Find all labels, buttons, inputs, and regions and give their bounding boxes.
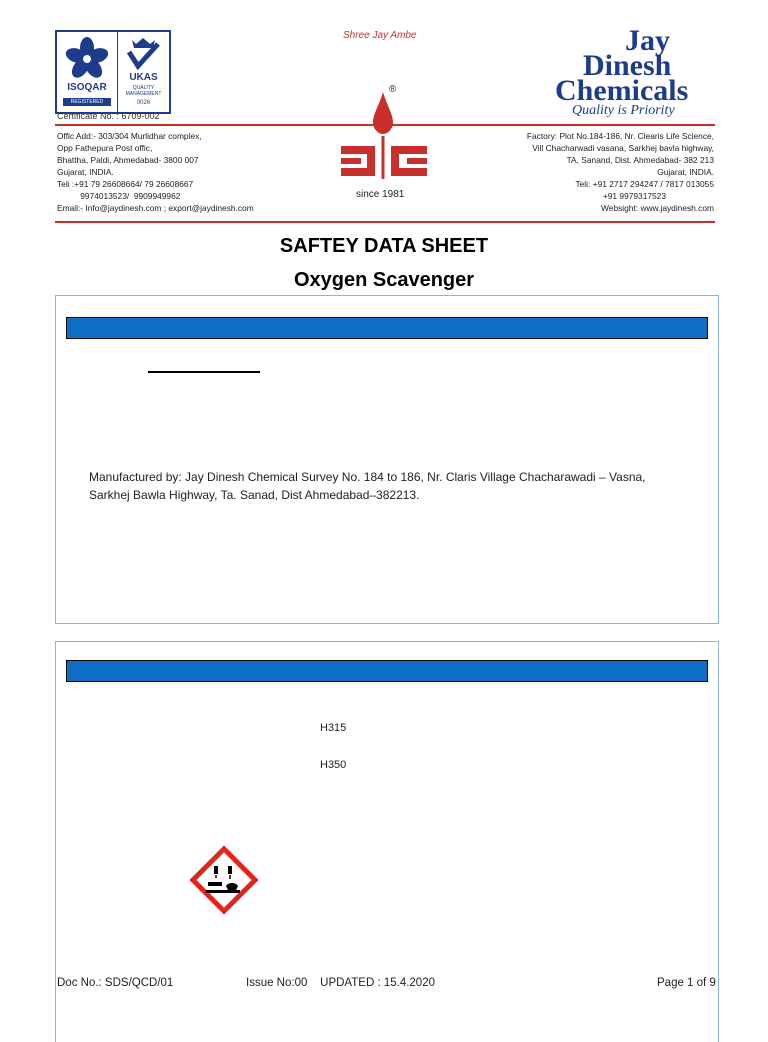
ukas-sublabel: QUALITY MANAGEMENT [125,85,162,97]
factory-line: Gujarat, INDIA. [657,167,714,177]
office-email: Email:- Info@jaydinesh.com ; export@jaydinesh.com [57,203,254,213]
office-line: Gujarat, INDIA. [57,167,114,177]
document-title: SAFTEY DATA SHEET [279,235,489,257]
manufacturer-text: Manufactured by: Jay Dinesh Chemical Survey No. 184 to 186, Nr. Claris Village Chacharawadi – Vasna, Sarkhej Bawla Highway, Ta. Sanad, Dist Ahmedabad–382213. [89,470,646,502]
ukas-number: 0026 [136,100,151,106]
drop-dc-logo-icon [335,84,435,188]
header-divider-bottom [55,221,715,223]
flower-icon [57,34,117,84]
registered-mark: ® [389,84,397,95]
office-line: Teli :+91 79 26608664/ 79 26608667 [57,179,194,189]
factory-line: +91 9979317523 [602,191,666,201]
document-subtitle: Oxygen Scavenger [293,269,475,291]
factory-address [450,130,714,214]
factory-line: TA, Sanand, Dist. Ahmedabad- 382 213 [566,155,714,165]
office-address [57,130,317,214]
hazard-code: H350 [320,759,347,771]
office-line: Bhattha, Paldi, Ahmedabad- 3800 007 [57,155,199,165]
office-line: Opp Fathepura Post offic, [57,143,153,153]
brand-line-2: Dinesh [583,49,672,82]
factory-line: Teli: +91 2717 294247 / 7817 013055 [575,179,714,189]
hazard-code: H315 [320,722,347,734]
section-2-header-bar [66,660,708,682]
since-label: since 1981 [356,189,405,200]
isoqar-logo [57,32,118,112]
tagline-top: Shree Jay Ambe [343,30,417,41]
certificate-number: Certificate No. : 6709-002 [57,111,160,121]
company-logo [335,84,435,188]
underline-rule [148,371,260,373]
crown-check-icon [118,34,169,74]
ukas-logo [118,32,169,112]
brand-line-3: Chemicals [555,74,689,107]
isoqar-label: ISOQAR [67,82,107,93]
office-line: 9974013523/ 9909949962 [57,191,181,201]
footer-issue: Issue No:00 UPDATED : 15.4.2020 [246,977,435,989]
factory-website: Websight: www.jaydinesh.com [601,203,714,213]
footer-page: Page 1 of 9 [657,977,716,989]
section-1-header-bar [66,317,708,339]
certification-logos [55,30,171,114]
factory-line: Vill Chacharwadi vasana, Sarkhej bavla highway, [532,143,714,153]
ukas-label: UKAS [129,72,158,83]
corrosion-icon [188,844,260,916]
factory-line: Factory: Plot No.184-186, Nr. Clearis Life Science, [526,131,714,141]
footer-doc-no: Doc No.: SDS/QCD/01 [57,977,174,989]
quality-slogan: Quality is Priority [572,103,675,118]
brand-line-1: Jay [625,24,670,57]
office-line: Offic Add:- 303/304 Murlidhar complex, [57,131,202,141]
section-1-panel [55,295,719,624]
brand-logo [555,24,725,107]
isoqar-sublabel: REGISTERED [63,98,111,106]
